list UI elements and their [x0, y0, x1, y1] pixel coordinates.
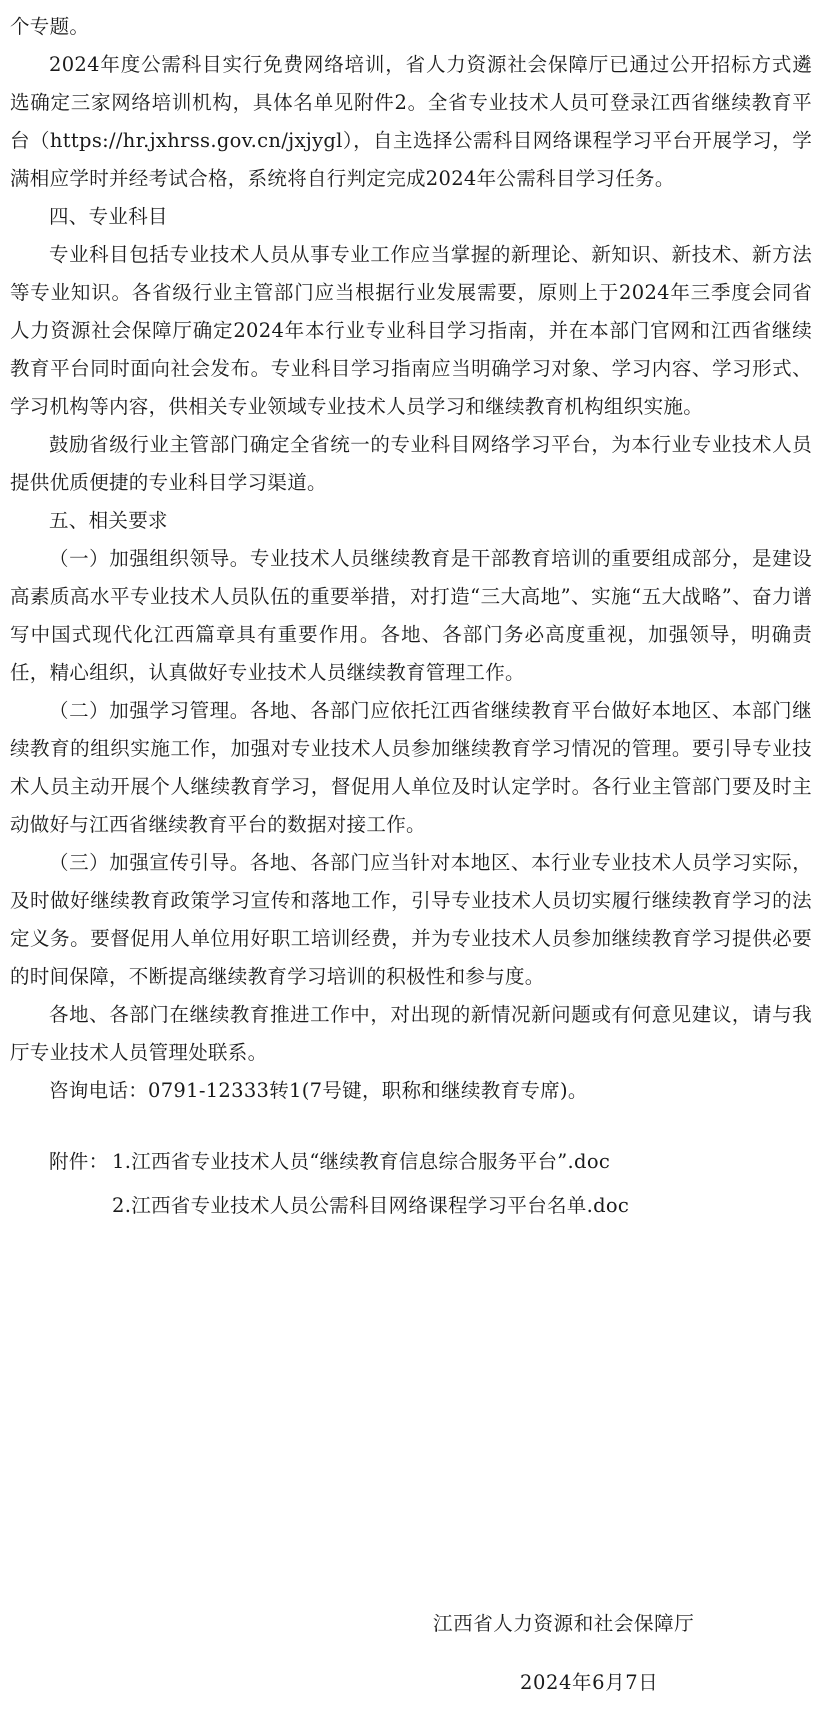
- paragraph-requirement-management: （二）加强学习管理。各地、各部门应依托江西省继续教育平台做好本地区、本部门继续教育的组织实施工作，加强对专业技术人员参加继续教育学习情况的管理。要引导专业技术人员主动开展个人继续教育学习，督促用人单位及时认定学时。各行业主管部门要及时主动做好与江西省继续教育平台的数据对接工作。: [10, 699, 812, 836]
- attachment-link-1[interactable]: 1.江西省专业技术人员“继续教育信息综合服务平台”.doc: [112, 1150, 611, 1173]
- section-heading-requirements: 五、相关要求: [49, 509, 168, 532]
- attachment-link-2[interactable]: 2.江西省专业技术人员公需科目网络课程学习平台名单.doc: [112, 1194, 630, 1217]
- attachment-row-2: [10, 1184, 812, 1228]
- attachment-label: 附件：: [49, 1150, 109, 1173]
- paragraph-public-course-training: 2024年度公需科目实行免费网络培训，省人力资源社会保障厅已通过公开招标方式遴选确定三家网络培训机构，具体名单见附件2。全省专业技术人员可登录江西省继续教育平台（https://hr.jxhrss.gov.cn/jxjygl），自主选择公需科目网络课程学习平台开展学习，学满相应学时并经考试合格，系统将自行判定完成2024年公需科目学习任务。: [10, 53, 812, 190]
- section-heading-professional-subjects: 四、专业科目: [49, 205, 168, 228]
- paragraph-requirement-leadership: （一）加强组织领导。专业技术人员继续教育是干部教育培训的重要组成部分，是建设高素质高水平专业技术人员队伍的重要举措，对打造“三大高地”、实施“五大战略”、奋力谱写中国式现代化江西篇章具有重要作用。各地、各部门务必高度重视，加强领导，明确责任，精心组织，认真做好专业技术人员继续教育管理工作。: [10, 547, 812, 684]
- paragraph-encourage-platform: 鼓励省级行业主管部门确定全省统一的专业科目网络学习平台，为本行业专业技术人员提供优质便捷的专业科目学习渠道。: [10, 433, 812, 494]
- paragraph-contact-note: 各地、各部门在继续教育推进工作中，对出现的新情况新问题或有何意见建议，请与我厅专业技术人员管理处联系。: [10, 1003, 812, 1064]
- paragraph-professional-subjects: 专业科目包括专业技术人员从事专业工作应当掌握的新理论、新知识、新技术、新方法等专业知识。各省级行业主管部门应当根据行业发展需要，原则上于2024年三季度会同省人力资源社会保障厅确定2024年本行业专业科目学习指南，并在本部门官网和江西省继续教育平台同时面向社会发布。专业科目学习指南应当明确学习对象、学习内容、学习形式、学习机构等内容，供相关专业领域专业技术人员学习和继续教育机构组织实施。: [10, 243, 812, 418]
- spacer: [10, 1110, 812, 1140]
- paragraph-requirement-publicity: （三）加强宣传引导。各地、各部门应当针对本地区、本行业专业技术人员学习实际，及时做好继续教育政策学习宣传和落地工作，引导专业技术人员切实履行继续教育学习的法定义务。要督促用人单位用好职工培训经费，并为专业技术人员参加继续教育学习提供必要的时间保障，不断提高继续教育学习培训的积极性和参与度。: [10, 851, 812, 988]
- signature-date: 2024年6月7日: [520, 1671, 659, 1694]
- paragraph-continuation: 个专题。: [10, 15, 90, 38]
- attachment-row-1: [10, 1140, 812, 1184]
- paragraph-phone: 咨询电话：0791-12333转1(7号键，职称和继续教育专席)。: [49, 1079, 588, 1102]
- signature-organization: 江西省人力资源和社会保障厅: [433, 1612, 695, 1635]
